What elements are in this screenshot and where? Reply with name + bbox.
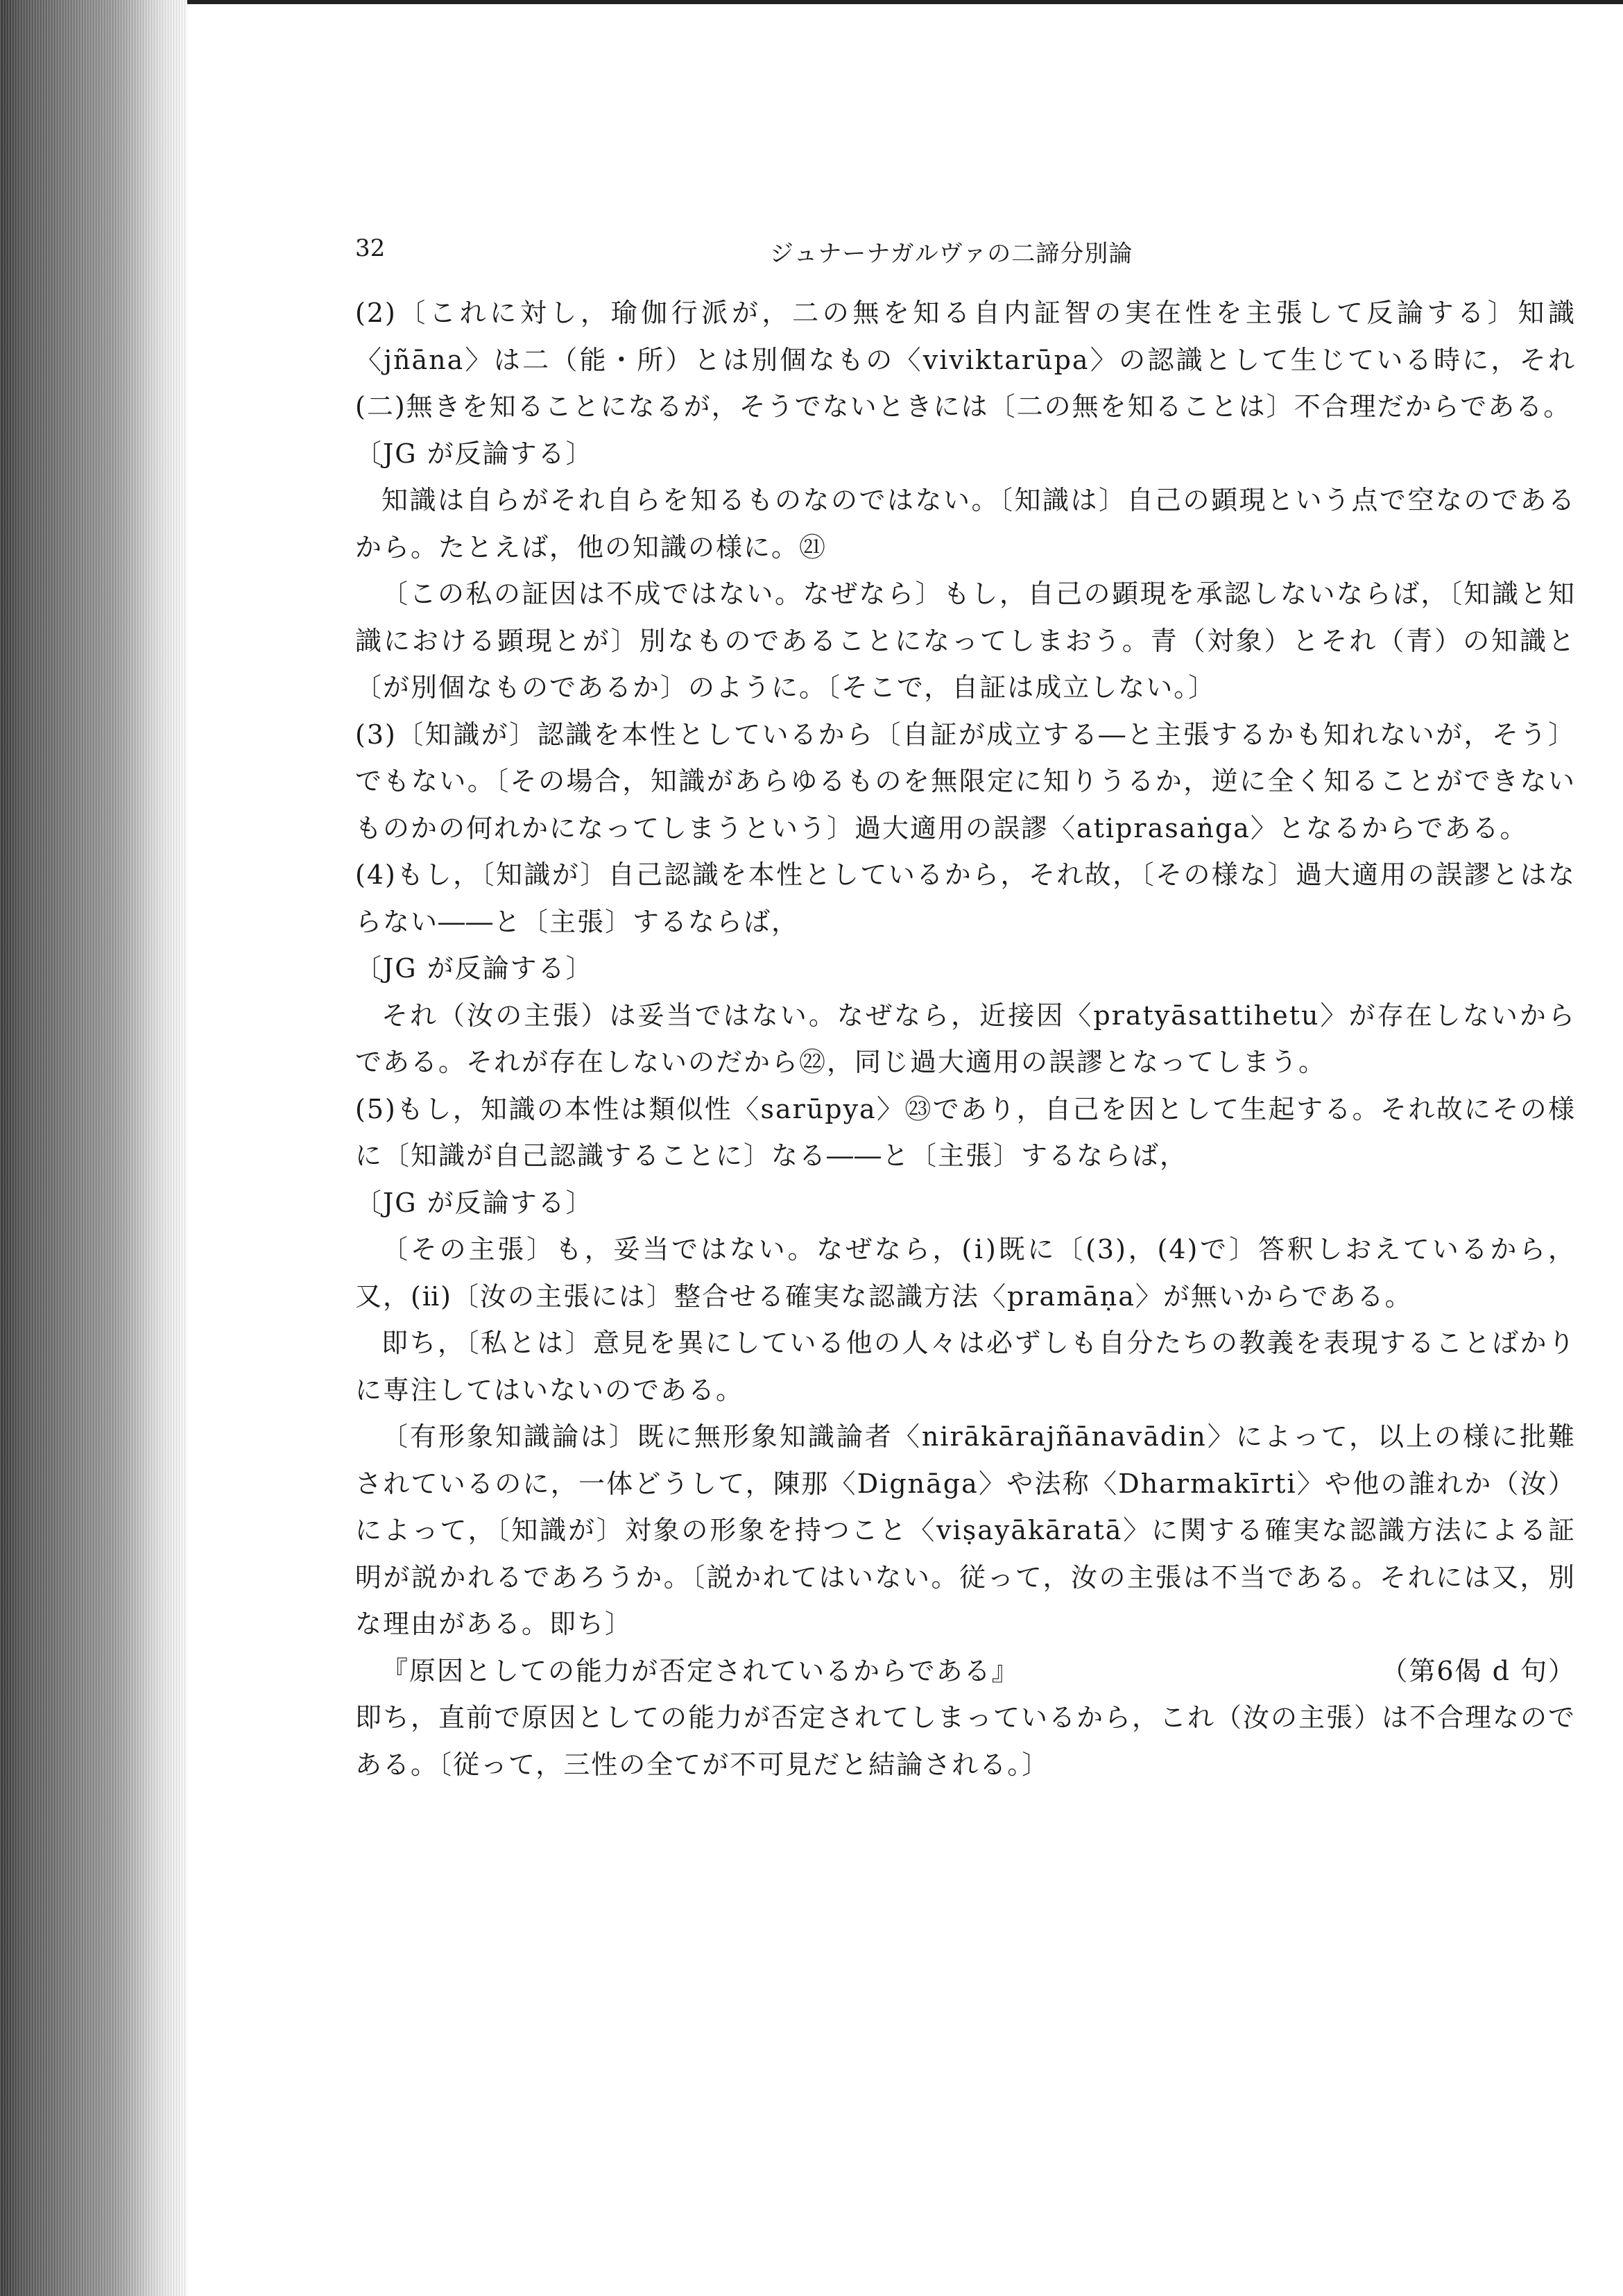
- body-text: [355, 290, 1576, 1788]
- paragraph-not-valid: 〔その主張〕も，妥当ではない。なぜなら，(ⅰ)既に〔(3)，(4)で〕答釈しおえているから，又，(ⅱ)〔汝の主張には〕整合せる確実な認識方法〈pramāṇa〉が無いからである。: [355, 1234, 1576, 1312]
- paragraph-nirakara: 〔有形象知識論は〕既に無形象知識論者〈nirākārajñānavādin〉によって，以上の様に批難されているのに，一体どうして，陳那〈Dignāga〉や法称〈Dharmakīrti〉や他の誰れか（汝）によって，〔知識が〕対象の形象を持つこと〈viṣayākāratā〉に関する確実な認識方法による証明が説かれるであろうか。〔説かれてはいない。従って，汝の主張は不当である。それには又，別な理由がある。即ち〕: [355, 1421, 1576, 1639]
- book-spine-shadow: [0, 0, 187, 2296]
- jg-rebuttal-label: 〔JG が反論する〕: [355, 953, 594, 984]
- paragraph-others: 即ち，〔私とは〕意見を異にしている他の人々は必ずしも自分たちの教義を表現することばかりに専注してはいないのである。: [355, 1328, 1576, 1405]
- paragraph-2: (2)〔これに対し，瑜伽行派が，二の無を知る自内証智の実在性を主張して反論する〕知識〈jñāna〉は二（能・所）とは別個なもの〈viviktarūpa〉の認識として生じている時に，それ(二)無きを知ることになるが，そうでないときには〔二の無を知ることは〕不合理だからである。: [355, 298, 1576, 422]
- paragraph-proximate-cause: それ（汝の主張）は妥当ではない。なぜなら，近接因〈pratyāsattihetu〉が存在しないからである。それが存在しないのだから㉒，同じ過大適用の誤謬となってしまう。: [355, 1000, 1576, 1077]
- paragraph-5: (5)もし，知識の本性は類似性〈sarūpya〉㉓であり，自己を因として生起する。それ故にその様に〔知識が自己認識することに〕なる――と〔主張〕するならば，: [355, 1093, 1576, 1171]
- page-number: 32: [355, 234, 386, 262]
- jg-rebuttal-label: 〔JG が反論する〕: [355, 438, 594, 469]
- paragraph-reason: 〔この私の証因は不成ではない。なぜなら〕もし，自己の顕現を承認しないならば，〔知識と知識における顕現とが〕別なものであることになってしまおう。青（対象）とそれ（青）の知識と〔が別個なものであるか〕のように。〔そこで，自証は成立しない。〕: [355, 579, 1576, 703]
- closing-paragraph: 即ち，直前で原因としての能力が否定されてしまっているから，これ（汝の主張）は不合理なのである。〔従って，三性の全てが不可見だと結論される。〕: [355, 1702, 1577, 1780]
- running-title: ジュナーナガルヴァの二諦分別論: [770, 240, 1133, 268]
- verse-quote: 『原因としての能力が否定されているからである』: [381, 1655, 1020, 1686]
- paragraph-self-knowledge: 知識は自らがそれ自らを知るものなのではない。〔知識は〕自己の顕現という点で空なのであるから。たとえば，他の知識の様に。㉑: [355, 485, 1576, 563]
- verse-reference: （第6偈 d 句）: [1381, 1655, 1576, 1686]
- verse-quote-line: [355, 1648, 1576, 1695]
- jg-rebuttal-label: 〔JG が反論する〕: [355, 1187, 594, 1218]
- paragraph-3: (3)〔知識が〕認識を本性としているから〔自証が成立する―と主張するかも知れないが，そう〕でもない。〔その場合，知識があらゆるものを無限定に知りうるか，逆に全く知ることができないものかの何れかになってしまうという〕過大適用の誤謬〈atiprasaṅga〉となるからである。: [355, 719, 1576, 843]
- scan-top-edge: [0, 0, 1623, 4]
- paragraph-4: (4)もし，〔知識が〕自己認識を本性としているから，それ故，〔その様な〕過大適用の誤謬とはならない――と〔主張〕するならば，: [355, 859, 1576, 937]
